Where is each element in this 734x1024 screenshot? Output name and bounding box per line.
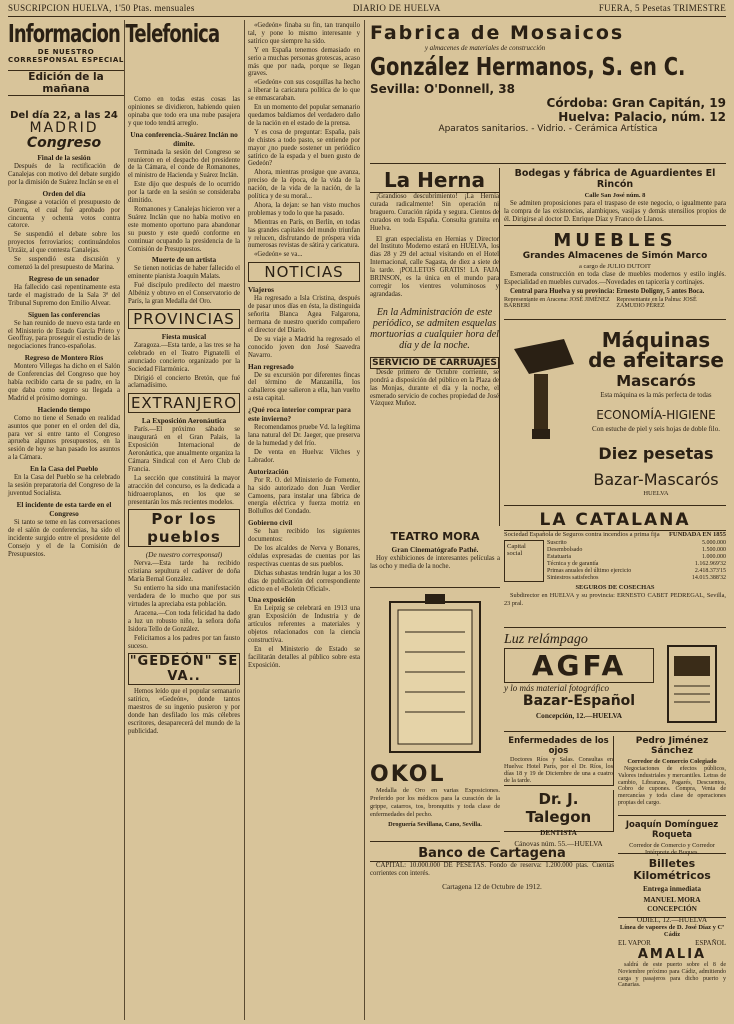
ad-muebles-body: Esmerada construcción en toda clase de muebles modernos y estilo inglés. Especialidad en muebles curvados.—Novedades en tapicería y cortinajes.	[504, 271, 726, 286]
article-paragraph: Se suspendió el debate sobre los proyectos ferroviarios; continuándolos Urzáiz, al que contesta Canalejas.	[8, 231, 120, 255]
ad-hernia-body: ¡Grandioso descubrimiento! ¡La Hernia curada radicalmente! Sin operación ni braguero. Curación rápida y segura. Cientos de curados en toda España. Consulta gratuita en Huelva.	[370, 193, 499, 232]
joaquin-title: Joaquín Domínguez Roqueta	[625, 820, 719, 840]
ad-rincon-title: Bodegas y fábrica de Aguardientes El Rincón	[514, 168, 716, 190]
ad-muebles-cargo: a cargo de JULIO DUTOIT	[579, 263, 651, 270]
capital-row	[547, 568, 726, 575]
ad-rincon	[504, 168, 726, 226]
article-paragraph: Ahora, mientras prosigue que avanza, preciso de la época, de la vida de la nación, de la vida de la nación, de la política y de su moral...	[248, 169, 360, 201]
section-heading: Final de la sesión	[37, 153, 91, 162]
pedro-title: Pedro Jiménez Sánchez	[635, 736, 709, 756]
amalia-title: AMALIA	[637, 947, 707, 962]
section-heading: Han regresado	[248, 361, 294, 371]
article-paragraph: De los alcaldes de Nerva y Bonares, cédulas expresadas de cuentas por las respectivas cuentas de sus pueblos.	[248, 545, 360, 568]
capital-row-label: Desembolsado	[547, 547, 583, 553]
article-paragraph: Recomendamos pruebe Vd. la legítima lana natural del Dr. Jaeger, que preserva de la humedad y del frío.	[248, 424, 360, 447]
telegraph-subtitle: DE NUESTRO CORRESPONSAL ESPECIAL	[8, 48, 124, 64]
article-paragraph: Hemos leído que el popular semanario satírico, «Gedeón», donde tantos maestros de su ingenio pusieron y por donde han desfilado los más célebres escritores, desaparecerá del mundo de la publicidad.	[128, 688, 240, 735]
ad-catalana	[504, 510, 726, 628]
section-heading: Autorización	[248, 466, 289, 476]
article-paragraph: De su excursión por diferentes fincas del término de Manzanilla, los caballeros que salieron a ella, han vuelto a esta capital.	[248, 371, 360, 403]
billetes-title: Billetes Kilométricos	[633, 857, 711, 882]
vapor-label: EL VAPOR	[618, 939, 651, 947]
congress-heading: Congreso	[26, 135, 102, 151]
article-paragraph: Romanones y Canalejas hicieron ver a Suárez Inclán que no había motivo en este momento oportuno para abandonar su puesto y este quedó conforme en continuar ocupando la presidencia de la Comisión de Presupuestos.	[128, 205, 240, 253]
ad-rincon-subtitle: Calle San José núm. 8	[584, 192, 646, 199]
ad-pedro	[618, 736, 726, 816]
razor-illustration	[504, 334, 584, 444]
banco-body: CAPITAL: 10.000.000 DE PESETAS. Fondo de reserva: 1.200.000 ptas. Cuentas corrientes con interés.	[370, 862, 614, 877]
section-heading: Muerte de un artista	[151, 255, 217, 265]
billetes-subtitle: Entrega inmediata	[642, 884, 702, 893]
telegraph-title: Informacion Telefonica	[8, 19, 220, 48]
city-heading: MADRID	[29, 120, 99, 136]
article-paragraph: Se han recibido los siguientes documentos:	[248, 528, 360, 544]
ad-mosaicos	[370, 22, 726, 164]
subscription-price: SUSCRIPCION HUELVA, 1'50 Ptas. mensuales	[8, 3, 195, 13]
article-paragraph: En Leipzig se celebrará en 1913 una gran Exposición de Industria y de artículos referentes a materiales y objetos relacionados con la ciencia constructiva.	[248, 605, 360, 645]
capital-row	[547, 561, 726, 568]
banco-date: Cartagena 12 de Octubre de 1912.	[442, 881, 542, 891]
section-heading: El incidente de esta tarde en el Congreso	[16, 499, 112, 518]
ad-muebles-central: Central para Huelva y su provincia: Ernesto Doligny, 5 antes Boca.	[510, 287, 705, 295]
section-heading: Fiesta musical	[161, 331, 207, 341]
section-heading: Una exposición	[248, 595, 296, 605]
ad-bazar-city: HUELVA	[643, 490, 669, 497]
article-paragraph: Ha regresado a Isla Cristina, después de pasar unos días en ésta, la distinguida señorita Blanca Agea Falgarona, hermana de nuestro querido compañero el director del Diario.	[248, 295, 360, 334]
ad-banco	[370, 846, 614, 1020]
seguros-heading: SEGUROS DE COSECHAS	[575, 584, 655, 591]
ad-mosaicos-title: Fabrica de Mosaicos	[370, 22, 625, 44]
date-line: Del día 22, a las 24	[10, 110, 118, 121]
teatro-body: Hoy exhibiciones de interesantes películas a las ocho y media de la noche.	[370, 555, 500, 570]
ad-talegon	[504, 790, 614, 848]
catalana-agente: Subdirector en HUELVA y su provincia: ERNESTO CABET PEDREGAL, Sevilla, 23 pral.	[504, 592, 726, 607]
section-heading: Una conferencia.-Suárez Inclán no dimite.	[130, 129, 238, 148]
capital-row	[547, 554, 726, 561]
article-paragraph: De su viaje a Madrid ha regresado el conocido joven don José Saavedra Navarro.	[248, 335, 360, 359]
capital-row-label: Suscrito	[547, 540, 567, 546]
telegraph-header	[8, 19, 244, 95]
section-heading: Regreso de Montero Ríos	[24, 353, 104, 363]
ad-muebles-title: MUEBLES	[553, 230, 677, 251]
ad-rincon-body: Se admiten proposiciones para el traspaso de este negocio, o igualmente para la compra de las existencias, alambiques, vasijas y demás utensilios propios de él. Dirigirse al doctor D. Enrique Díaz y Franco de Llanos.	[504, 200, 726, 223]
joaquin-subtitle: Corredor de Comercio y Corredor Intérprete de Buques.	[629, 842, 715, 856]
bazar-espanol-addr: Concepción, 12.—HUELVA	[535, 711, 623, 720]
teatro-title: TEATRO MORA	[390, 530, 480, 543]
okol-body: Medalla de Oro en varias Exposiciones. Preferido por los médicos para la curación de la grippe, catarros, tos, bronquitis y toda clase de enfermedades del pecho.	[370, 787, 500, 818]
article-paragraph: En el Ministerio de Estado se facilitarán detalles al público sobre esta Exposición.	[248, 646, 360, 669]
capital-row-label: Siniestros satisfechos	[547, 575, 599, 581]
noticias-heading: NOTICIAS	[248, 262, 360, 282]
agfa-subtitle: y lo más material fotográfico	[504, 683, 609, 693]
article-paragraph: Dichas subastas tendrán lugar a los 30 días de publicación del correspondiente edicto en el «Boletín Oficial».	[248, 569, 360, 593]
pedro-body: Negociaciones de efectos públicos, Valores industriales y mercantiles. Letras de cambio, Libranzas, Pagarés, Descuentos, Cobro de cupones. Compra, Venta de mercancías y toda clase de operaciones propias del cargo.	[618, 766, 726, 806]
agfa-top: Luz relámpago	[504, 632, 588, 647]
ad-huelva-address: Huelva: Palacio, núm. 12	[558, 110, 726, 124]
catalana-title: LA CATALANA	[504, 510, 726, 531]
capital-row-value: 14.015.388'32	[691, 575, 726, 581]
article-paragraph: Por R. O. del Ministerio de Fomento, ha sido autorizado don Juan Verdier Camoens, para instalar una fábrica de energía eléctrica y fuerza motriz en Bollullos del Condado.	[248, 476, 360, 516]
okol-title: OKOL	[370, 762, 446, 787]
ad-razor-tag: Esta máquina es la más perfecta de todas	[600, 392, 712, 399]
extranjero-heading: EXTRANJERO	[128, 393, 240, 413]
section-heading: Gobierno civil	[248, 518, 293, 528]
bazar-espanol: Bazar-Español	[522, 693, 636, 709]
ad-aparatos: Aparatos sanitarios. - Vidrio. - Cerámica Artística	[438, 124, 658, 134]
article-paragraph: Se tienen noticias de haber fallecido el eminente pianista Joaquín Malats.	[128, 265, 240, 281]
paper-name: DIARIO DE HUELVA	[352, 3, 441, 13]
gedeon-heading: "GEDEÓN" SE VA..	[129, 654, 239, 685]
section-heading: En la Casa del Pueblo	[29, 464, 99, 474]
banco-title: Banco de Cartagena	[370, 846, 614, 862]
ad-muebles	[504, 230, 726, 320]
section-heading: Viajeros	[248, 285, 274, 295]
article-paragraph: Se han reunido de nuevo esta tarde en el Ministerio de Estado García Prieto y Geoffray, para proseguir el estudio de las negociaciones franco-españolas.	[8, 319, 120, 351]
agfa-logo: AGFA	[504, 648, 654, 683]
billetes-address: ODIEL, 12.—HUELVA	[636, 915, 708, 924]
talegon-subtitle: DENTISTA	[540, 828, 577, 837]
ojos-title: Enfermedades de los ojos	[508, 736, 609, 756]
article-paragraph: París.—El próximo sábado se inaugurará en el Gran Palais, la Exposición Internacional de Aeronáutica, que anualmente organiza la Cámara Sindical con el Aero Club de Francia.	[128, 426, 240, 473]
article-paragraph: Se suspendió esta discusión y comenzó la del presupuesto de Marina.	[8, 256, 120, 271]
pueblos-heading: Por los pueblos	[128, 509, 240, 547]
article-paragraph: Y en España tenemos demasiado en serio a muchas personas grotescas, acaso más que por nada, porque se llegan graves.	[248, 46, 360, 78]
ojos-body: Doctores Ríos y Salas. Consultas en Huelva: Hotel París, por el Dr. Ríos, los días 18 y 19 de Diciembre de una a cuatro de la tarde.	[504, 756, 613, 784]
article-paragraph: «Gedeón» con sus cosquillas ha hecho a liberar la caricatura política de lo que se enmascaraban.	[248, 79, 360, 103]
article-paragraph: «Gedeón» finaba su fin, tan tranquilo tal, y pone lo mismo interesante y satírico que siempre ha sido.	[248, 22, 360, 45]
column-2	[128, 96, 240, 1020]
article-paragraph: Como no tiene el Senado en realidad asuntos que poner en el orden del día, para ver si entre tanto el Congreso aprueba algunos presupuestos, en la sesión de hoy se han pasado los asuntos a la Cámara.	[8, 414, 120, 462]
teatro-subtitle: Gran Cinematógrafo Pathé.	[391, 545, 479, 554]
ad-muebles-rep1: Representante en Aracena: JOSÉ JIMÉNEZ BARBERÍ	[504, 296, 610, 309]
article-paragraph: Este dijo que después de lo ocurrido por la tarde en la sesión se consideraba dimitido.	[128, 181, 240, 205]
ad-bazar-mascaros: Bazar-Mascarós	[593, 470, 719, 489]
ad-gonzalez-name: González Hermanos, S. en C.	[370, 52, 686, 81]
article-paragraph: Dirigió el concierto Bretón, que fué aclamadísimo.	[128, 374, 240, 390]
carruajes-heading: SERVICIO DE CARRUAJES	[370, 357, 499, 369]
ad-billetes	[618, 857, 726, 924]
ad-razor-title: Máquinas de afeitarse	[588, 328, 724, 372]
capital-row	[547, 575, 726, 582]
pedro-subtitle: Corredor de Comercio Colegiado	[627, 758, 717, 765]
okol-vendor: Droguería Sevillana, Cano, Sevilla.	[388, 820, 482, 828]
pueblos-subtitle: (De nuestro corresponsal)	[145, 550, 223, 560]
ad-economia: ECONOMÍA-HIGIENE	[596, 408, 716, 422]
carruajes-body: Desde primero de Octubre corriente, se pondrá a disposición del público en la Plaza de las Monjas, durante el día y la noche, el esmerado servicio de coches propiedad de José Vázquez Muñoz.	[370, 368, 499, 408]
article-paragraph: Como en todas estas cosas las opiniones se dividieron, habiendo quien opinaba que todo era una nube pasajera y que todo tendrá arreglo.	[128, 96, 240, 127]
ad-hernia-body2: El gran especialista en Hernias y Director del Instituto Moderno estará en HUELVA, los días 28 y 29 del actual visitando en el Hotel Internacional, calle Sagasta, de diez a siete de la tarde. ¡POLLETOS GRATIS! LA FAJA BRINSON, es la única en el mundo para corregir los vientres voluminosos y agrandadas.	[370, 235, 499, 298]
abroad-price: FUERA, 5 Pesetas TRIMESTRE	[598, 3, 726, 13]
ad-razor-estuche: Con estuche de piel y seis hojas de doble filo.	[592, 425, 720, 433]
article-paragraph: «Gedeón» se va...	[254, 251, 303, 259]
ad-teatro	[370, 530, 500, 588]
film-box-illustration	[662, 642, 722, 726]
column-1	[8, 110, 120, 1020]
article-paragraph: La sección que constituirá la mayor atracción del concurso, es la dedicada a hidroaeroplanos, en los que se presentarán los más recientes modelos.	[128, 474, 240, 506]
capital-row	[547, 540, 726, 547]
article-paragraph: Ahora, la dejan: se han visto muchos problemas y todo lo que ha pasado.	[248, 201, 360, 217]
bottle-illustration	[370, 592, 500, 757]
ad-muebles-rep2: Representante en la Palma: JOSÉ ZAMUDIO PÉREZ	[616, 296, 697, 309]
article-paragraph: Zaragoza.—Esta tarde, a las tres se ha celebrado en el Teatro Pignatelli el anunciado concierto organizado por la Sociedad Filarmónica.	[128, 341, 240, 373]
column-rule	[124, 20, 125, 1020]
edition-label: Edición de la mañana	[8, 70, 124, 96]
ad-hernia	[370, 168, 500, 526]
ad-amalia	[618, 922, 726, 1020]
section-heading: Orden del día	[42, 188, 86, 198]
article-paragraph: Después de la rectificación de Canalejas con motivo del debate surgido por la dimisión de Suárez Inclán se en el	[8, 163, 120, 186]
ad-razor-price: Diez pesetas	[598, 444, 714, 463]
ad-hernia-title: La Herna	[370, 168, 499, 193]
section-heading: Haciendo tiempo	[37, 404, 91, 414]
amalia-body: saldrá de este puerto sobre el 8 de Noviembre próximo para Cádiz, admitiendo carga y pasajeros para dicho puerto y Canarias.	[618, 962, 726, 989]
billetes-manuel: MANUEL MORA CONCEPCIÓN	[643, 895, 701, 913]
article-paragraph: En la Casa del Pueblo se ha celebrado la sesión preparatoria del Congreso de la juventud Socialista.	[8, 474, 120, 497]
ad-joaquin	[618, 820, 726, 854]
article-paragraph: Su entierro ha sido una manifestación verdadera de lo mucho que por sus virtudes la apreciaba esta población.	[128, 585, 240, 608]
column-rule	[244, 20, 245, 1020]
section-heading: Siguen las conferencias	[27, 309, 101, 319]
capital-row-label: Técnica y de garantía	[547, 561, 599, 567]
provincias-heading: PROVINCIAS	[128, 309, 240, 329]
capital-row-value: 1.162.969'32	[694, 561, 726, 567]
talegon-address: Cánovas núm. 55.—HUELVA	[514, 839, 603, 848]
talegon-title: Dr. J. Talegon	[525, 790, 592, 826]
article-paragraph: De venta en Huelva: Vilches y Labrador.	[248, 448, 360, 464]
linea-title: Línea de vapores de D. José Díaz y Cª Cádiz	[619, 924, 725, 938]
ad-okol-image	[370, 592, 500, 842]
section-heading: ¿Qué roca interior comprar para este invierno?	[248, 405, 351, 424]
article-paragraph: Mientras en París, en Berlín, en todas las grandes capitales del mundo triunfan y relucen, disfrutando de próspera vida numerosas revistas de sátira y caricatura.	[248, 218, 360, 250]
catalana-subtitle: Sociedad Española de Seguros contra incendios a prima fija	[504, 531, 660, 538]
ad-ojos	[504, 736, 614, 786]
ad-sevilla-address: Sevilla: O'Donnell, 38	[370, 82, 515, 96]
capital-row-value: 5.000.000	[702, 540, 726, 546]
ad-mosaicos-subtitle: y almacenes de materiales de construcción	[424, 44, 546, 52]
ad-razor	[504, 324, 726, 506]
capital-label: Capital social	[504, 540, 544, 582]
catalana-founded: FUNDADA EN 1855	[668, 531, 726, 538]
article-paragraph: Fué discípulo predilecto del maestro Albéniz y obtuvo en el Conservatorio de París, la gran Medalla del Oro.	[128, 282, 240, 306]
article-paragraph: Aracena.—Con toda felicidad ha dado a luz un robusto niño, la señora doña Isidora Tello de González.	[128, 609, 240, 633]
ad-cordoba-address: Córdoba: Gran Capitán, 19	[546, 96, 726, 110]
section-heading: La Exposición Aeronáutica	[141, 416, 227, 426]
column-3	[248, 22, 360, 1020]
capital-row-value: 1.500.000	[702, 547, 726, 553]
article-paragraph: Nerva.—Esta tarde ha recibido cristiana sepultura el cadáver de doña María Bernal González.	[128, 560, 240, 584]
capital-row	[547, 547, 726, 554]
ad-razor-brand: Mascarós	[616, 372, 696, 390]
ad-muebles-subtitle: Grandes Almacenes de Simón Marco	[522, 251, 708, 261]
article-paragraph: Póngase a votación el presupuesto de Guerra, el cual fué aprobado por cincuenta y ochenta votos contra catorce.	[8, 198, 120, 230]
article-paragraph: Felicitamos a los padres por tan fausto suceso.	[128, 634, 240, 650]
ad-agfa	[504, 632, 726, 732]
masthead	[8, 3, 726, 17]
article-paragraph: Montero Villegas ha dicho en el Salón de Conferencias del Congreso que hoy había recibido carta de su padre, en la que daba como seguro su llegada a Madrid el próximo domingo.	[8, 363, 120, 402]
column-rule	[364, 20, 365, 1020]
article-paragraph: Si tanto se teme en las conversaciones de el salón de conferencias, ha sido el incidente surgido entre el presidente del Consejo y el de la Comisión de Presupuestos.	[8, 518, 120, 558]
article-paragraph: Y es cosa de preguntar: España, país de chistes a todo pasto, se entiende por mayor ¿no puede sostener un periódico satírico de la espada y el buen gusto de Gedeón?	[248, 128, 360, 168]
admin-notice: En la Administración de este periódico, se admiten esquelas mortuorias a cualquier hora del día y de la noche.	[370, 306, 499, 351]
capital-table	[544, 540, 726, 582]
capital-row-value: 1.000.000	[702, 554, 726, 560]
article-paragraph: Ha fallecido casi repentinamente esta tarde el magistrado de la Sala 3ª del Tribunal Supremo don Emilio Alvear.	[8, 283, 120, 307]
article-paragraph: En un momento del popular semanario quedamos baldíamos del verdadero daño de la nación en el estado de la prensa.	[248, 104, 360, 127]
capital-row-label: Estatuaria	[547, 554, 571, 560]
vapor-flag: ESPAÑOL	[695, 939, 726, 947]
section-heading: Regreso de un senador	[28, 273, 100, 283]
article-paragraph: Terminada la sesión del Congreso se reunieron en el despacho del presidente de la Cámara, el conde de Romanones, el ministro de Hacienda y Suárez Inclán.	[128, 148, 240, 180]
capital-row-label: Primas anuales del último ejercicio	[547, 568, 632, 574]
capital-row-value: 2.418.373'15	[694, 568, 726, 574]
